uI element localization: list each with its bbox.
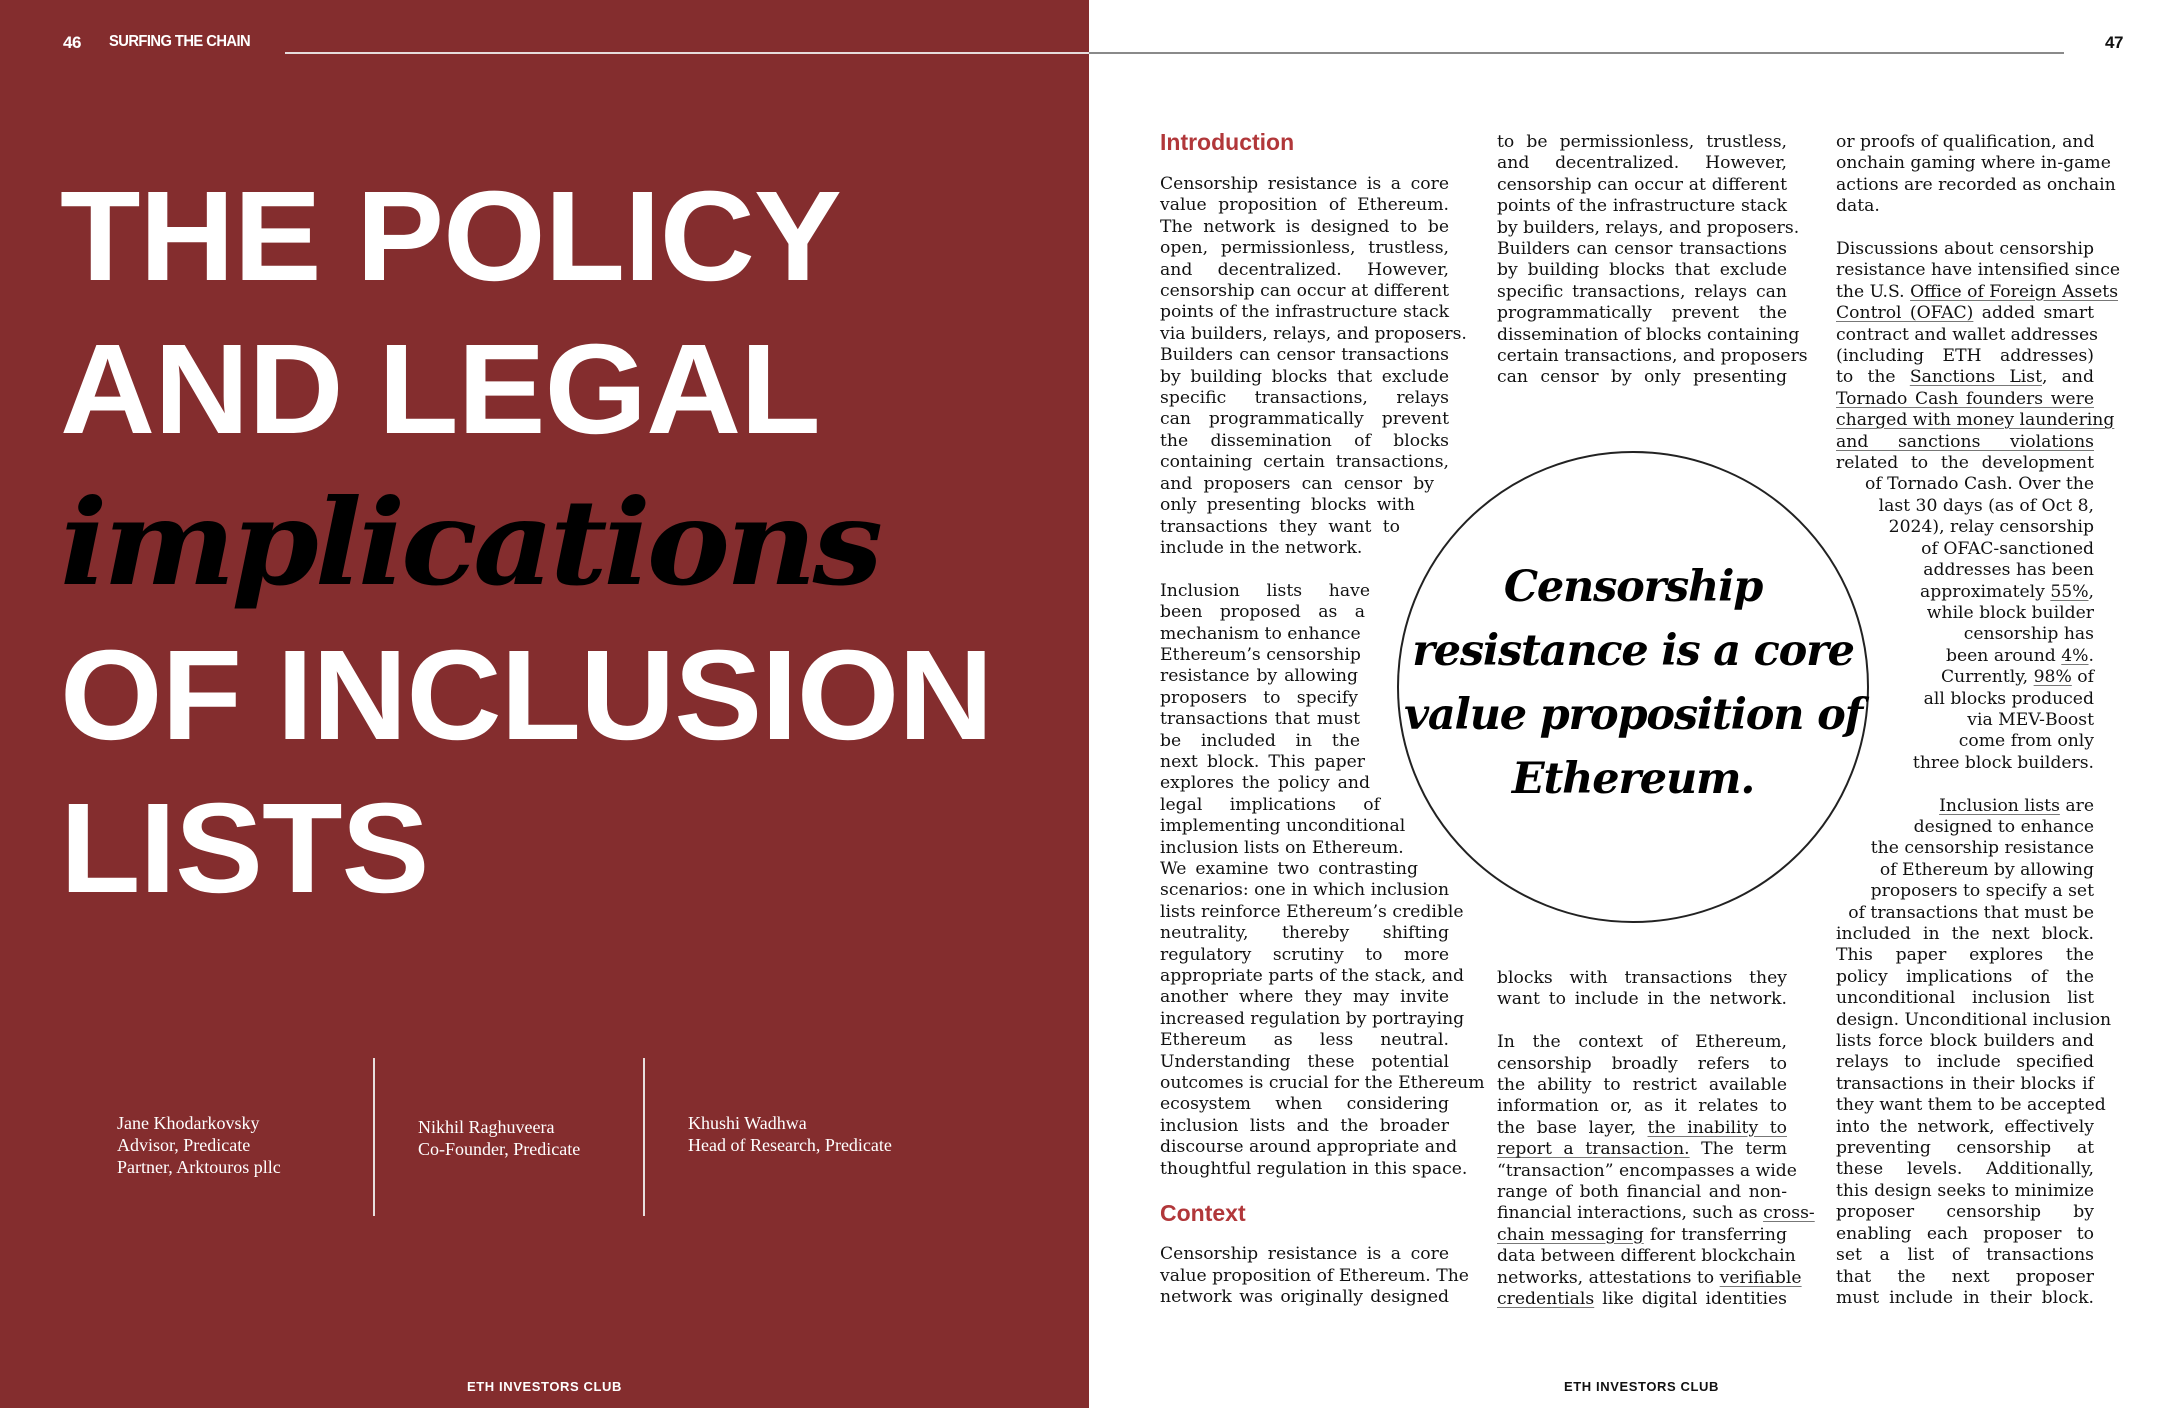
title-line-2: AND LEGAL [60,318,820,461]
text-line: “transaction” encompasses a wide [1497,1160,1797,1181]
link-builder-censorship-4[interactable]: 4% [2061,645,2089,666]
paragraph-intro-1 [1160,174,1467,559]
text-fragment: added smart [1973,303,2095,324]
text-line: policy implications of the [1836,966,2094,987]
paragraph-col2-bottom-1 [1497,968,1787,1011]
text-fragment: been around [1945,645,2062,666]
text-line: open, permissionless, trustless, [1160,238,1449,259]
text-line: containing certain transactions, [1160,452,1449,473]
text-line [1836,303,2094,324]
text-line: proposer censorship by [1836,1202,2094,1223]
text-line: censorship broadly refers to [1497,1053,1787,1074]
text-line: unconditional inclusion list [1836,988,2094,1009]
text-line: inclusion lists on Ethereum. [1160,837,1404,858]
text-line [1836,667,2094,688]
text-fragment: to the [1836,367,1910,388]
link-inclusion-lists[interactable]: Inclusion lists [1939,795,2060,816]
text-line: via builders, relays, and proposers. [1160,323,1467,344]
link-mev-boost-98[interactable]: 98% [2033,667,2072,688]
text-line: explores the policy and [1160,773,1370,794]
text-line: implementing unconditional [1160,816,1406,837]
text-line [1836,582,2094,603]
footer-left: ETH INVESTORS CLUB [467,1379,623,1394]
text-line: inclusion lists and the broader [1160,1115,1449,1136]
text-line: via MEV-Boost [1967,709,2094,730]
text-line [1497,1289,1787,1310]
page-number-right: 47 [2105,33,2123,52]
title-line-4: OF INCLUSION [60,624,993,767]
text-line: Ethereum as less neutral. [1160,1030,1449,1051]
text-line: been proposed as a [1160,602,1365,623]
text-line: resistance have intensified since [1836,260,2120,281]
author-role: Head of Research, Predicate [688,1135,892,1155]
text-line: transactions in their blocks if [1836,1073,2094,1094]
text-line: ecosystem when considering [1160,1094,1449,1115]
text-line: included in the next block. [1836,924,2094,944]
author-divider [373,1058,375,1216]
title-line-1: THE POLICY [60,165,841,308]
text-line: Builders can censor transactions [1160,345,1449,366]
title-line-5: LISTS [60,777,429,920]
author-3 [688,1112,892,1156]
text-line: of OFAC-sanctioned [1921,538,2094,559]
paragraph-col3-3 [1836,795,2112,1310]
text-fragment: for transferring [1643,1224,1787,1245]
text-line: scenarios: one in which inclusion [1160,880,1450,901]
text-line: into the network, effectively [1836,1116,2094,1137]
link-ofac-cont[interactable]: Control (OFAC) [1836,303,1974,324]
link-verifiable-credentials-cont[interactable]: credentials [1497,1289,1595,1310]
text-line: that the next proposer [1836,1266,2094,1287]
text-line: design. Unconditional inclusion [1836,1009,2112,1030]
text-line: Inclusion lists have [1160,580,1370,601]
text-line: transactions they want to [1160,516,1400,537]
pull-quote-line: resistance is a core [1412,626,1854,676]
author-role: Co-Founder, Predicate [418,1139,581,1159]
text-line [1836,281,2119,303]
text-line: legal implications of [1160,794,1380,815]
text-line: designed to enhance [1913,816,2094,837]
text-fragment: the base layer, [1497,1117,1648,1138]
text-line: censorship has [1963,624,2094,645]
text-line [1836,646,2094,667]
section-heading-context: Context [1160,1200,1246,1227]
text-line: the censorship resistance [1870,838,2094,859]
text-line: specific transactions, relays can [1497,281,1787,302]
text-line: discourse around appropriate and [1160,1137,1458,1158]
text-line: regulatory scrutiny to more [1160,944,1449,965]
text-line: mechanism to enhance [1160,623,1361,644]
link-verifiable-credentials[interactable]: verifiable [1719,1267,1802,1288]
text-line [1836,367,2094,388]
text-line: three block builders. [1912,752,2094,773]
text-line: lists force block builders and [1836,1031,2094,1052]
text-line: neutrality, thereby shifting [1160,923,1449,944]
paragraph-context-1 [1160,1244,1469,1308]
text-fragment: Currently, [1940,667,2034,688]
text-line: This paper explores the [1836,945,2094,966]
text-line: by building blocks that exclude [1497,260,1787,281]
text-line: blocks with transactions they [1497,968,1787,988]
text-line: of Ethereum by allowing [1879,859,2094,880]
text-fragment: financial interactions, such as [1497,1203,1764,1224]
link-tornado-cash-charges-cont2[interactable]: and sanctions violations [1836,431,2094,452]
paragraph-col2-bottom-2 [1497,1032,1815,1310]
text-line: they want them to be accepted [1836,1095,2106,1116]
column-2 [1497,132,1808,410]
link-tornado-cash-charges-cont[interactable]: charged with money laundering [1836,410,2115,431]
text-line: and decentralized. However, [1160,259,1449,280]
text-line: another where they may invite [1160,987,1449,1008]
text-line: We examine two contrasting [1160,858,1418,879]
text-line: Understanding these potential [1160,1051,1449,1072]
text-line: next block. This paper [1160,751,1365,772]
title-line-3-italic: implications [60,473,879,612]
text-line: appropriate parts of the stack, and [1160,966,1465,987]
text-line: censorship can occur at different [1497,174,1787,195]
text-fragment: like digital identities [1594,1289,1787,1310]
text-fragment: of [2071,667,2094,688]
author-role: Partner, Arktouros pllc [117,1157,281,1177]
text-line: of Tornado Cash. Over the [1864,474,2094,495]
header-rule-left [285,52,1089,54]
text-fragment: The term [1689,1139,1787,1160]
author-name: Jane Khodarkovsky [117,1113,260,1133]
text-line: while block builder [1926,602,2094,623]
text-line: and proposers can censor by [1160,473,1434,494]
text-fragment: , and [2042,367,2094,388]
text-line: value proposition of Ethereum. [1160,195,1449,216]
text-line [1497,1118,1787,1139]
text-line: the dissemination of blocks [1160,430,1449,451]
text-line: proposers to specify a set [1870,881,2094,902]
article-title [60,160,993,925]
column-3 [1836,132,2120,1331]
text-line: points of the infrastructure stack [1160,302,1449,323]
text-line: Builders can censor transactions [1497,239,1787,260]
text-line: only presenting blocks with [1160,495,1415,516]
text-fragment: approximately [1920,581,2051,602]
link-ofac[interactable]: Office of Foreign Assets [1910,281,2119,302]
text-line: programmatically prevent the [1497,303,1787,324]
text-line: these levels. Additionally, [1836,1159,2094,1180]
text-line: to be permissionless, trustless, [1497,132,1787,152]
text-line: lists reinforce Ethereum’s credible [1160,901,1464,922]
text-line [1836,796,2094,817]
pull-quote-line: Censorship [1503,562,1763,612]
text-fragment: the U.S. [1836,281,1911,302]
text-line: Censorship resistance is a core [1160,174,1449,194]
text-line: enabling each proposer to [1836,1223,2094,1244]
text-line: contract and wallet addresses [1836,324,2098,345]
text-line: Censorship resistance is a core [1160,1244,1449,1265]
author-divider [643,1058,645,1216]
text-line [1836,389,2094,410]
page-number-left: 46 [63,33,81,52]
text-line: transactions that must [1160,709,1360,730]
text-fragment: are [2059,795,2094,816]
text-line: of transactions that must be [1848,902,2094,923]
text-line: come from only [1958,731,2094,752]
text-line [1836,432,2094,453]
text-line: specific transactions, relays [1160,388,1449,409]
text-line: value proposition of Ethereum. The [1160,1265,1469,1286]
text-line [1497,1225,1787,1246]
text-line: dissemination of blocks containing [1497,324,1800,345]
text-line: The network is designed to be [1160,216,1449,237]
text-line: proposers to specify [1160,687,1358,708]
column-2-bottom [1497,968,1815,1332]
text-line: want to include in the network. [1497,989,1787,1010]
footer-right: ETH INVESTORS CLUB [1564,1379,1720,1394]
text-line: censorship can occur at different [1160,281,1449,302]
author-role: Advisor, Predicate [117,1135,251,1155]
text-line: (including ETH addresses) [1836,346,2094,367]
text-line: range of both financial and non- [1497,1182,1787,1203]
text-line: points of the infrastructure stack [1497,196,1787,217]
author-name: Khushi Wadhwa [688,1113,807,1133]
author-2 [418,1116,580,1160]
text-line: In the context of Ethereum, [1497,1032,1787,1053]
text-line: last 30 days (as of Oct 8, [1878,495,2094,516]
text-line [1497,1139,1787,1160]
paragraph-col2-top [1497,132,1808,389]
text-fragment: networks, attestations to [1497,1267,1720,1288]
text-line: and decentralized. However, [1497,153,1787,174]
text-fragment: , [2088,581,2094,602]
header-rule-right [1089,52,2064,54]
text-line: outcomes is crucial for the Ethereum [1160,1073,1485,1094]
pull-quote-circle [1397,451,1869,923]
link-inability-to-report-a-transaction[interactable]: the inability to [1647,1117,1787,1138]
text-fragment: . [2088,645,2094,666]
text-line: can censor by only presenting [1497,367,1787,388]
text-line: include in the network. [1160,537,1363,558]
author-1 [117,1112,281,1178]
text-line: all blocks produced [1923,688,2094,709]
pull-quote-line: value proposition of [1404,690,1862,740]
section-heading-introduction: Introduction [1160,129,1295,155]
text-line: Discussions about censorship [1836,239,2094,260]
text-line: set a list of transactions [1836,1245,2094,1266]
text-line: by building blocks that exclude [1160,366,1449,387]
link-cross-chain-messaging[interactable]: cross- [1763,1203,1815,1224]
text-line: data. [1836,196,1880,217]
paragraph-col3-2 [1836,239,2120,774]
text-line [1497,1203,1815,1224]
text-line: certain transactions, and proposers [1497,346,1808,367]
pull-quote [1404,555,1862,811]
text-line: 2024), relay censorship [1888,517,2094,538]
text-line: the ability to restrict available [1497,1075,1787,1096]
text-line: onchain gaming where in-game [1836,153,2111,174]
text-line: information or, as it relates to [1497,1096,1787,1117]
link-relay-censorship-55[interactable]: 55% [2050,581,2089,602]
link-sanctions-list[interactable]: Sanctions List [1909,367,2043,388]
running-head: SURFING THE CHAIN [109,33,251,50]
text-line: related to the development [1836,453,2094,474]
text-line: resistance by allowing [1160,666,1358,687]
text-line: be included in the [1160,730,1360,751]
text-line: preventing censorship at [1836,1138,2094,1159]
text-line: data between different blockchain [1497,1246,1796,1267]
pull-quote-line: Ethereum. [1511,754,1755,804]
text-line: relays to include specified [1836,1052,2094,1073]
text-line: addresses has been [1923,560,2094,581]
text-line: actions are recorded as onchain [1836,174,2116,195]
text-line: can programmatically prevent [1160,409,1449,430]
text-line: network was originally designed [1160,1287,1449,1308]
text-line [1836,410,2115,431]
text-line [1497,1267,1802,1289]
link-inability-to-report-a-transaction-cont[interactable]: report a transaction. [1497,1139,1690,1160]
text-line: by builders, relays, and proposers. [1497,217,1800,238]
text-line: this design seeks to minimize [1836,1180,2094,1201]
text-line: thoughtful regulation in this space. [1160,1158,1468,1179]
link-cross-chain-messaging-cont[interactable]: chain messaging [1497,1224,1644,1245]
text-line: increased regulation by portraying [1160,1008,1465,1029]
text-line: Ethereum’s censorship [1160,644,1361,665]
text-line: or proofs of qualification, and [1836,132,2095,152]
author-name: Nikhil Raghuveera [418,1117,555,1137]
link-tornado-cash-charges[interactable]: Tornado Cash founders were [1836,388,2094,409]
paragraph-col3-1 [1836,132,2116,218]
text-line: must include in their block. [1836,1287,2094,1308]
